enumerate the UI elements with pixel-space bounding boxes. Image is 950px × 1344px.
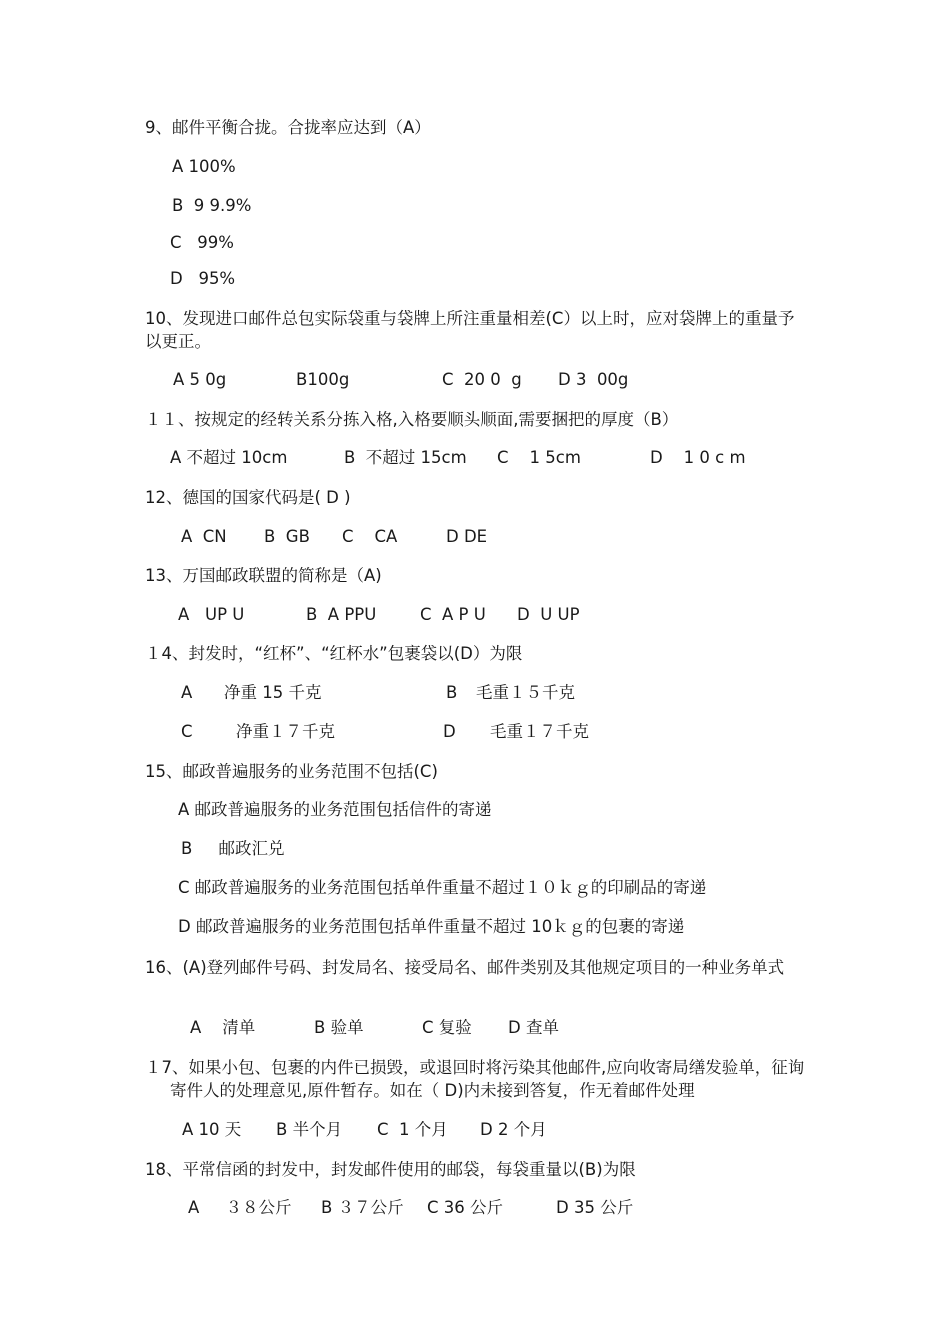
question-9-option-d: D 95% <box>170 269 236 288</box>
question-13-option-a: A UP U <box>178 605 245 624</box>
question-15-stem: 15、邮政普遍服务的业务范围不包括(C) <box>145 762 438 781</box>
question-12-stem: 12、德国的国家代码是( D ) <box>145 488 351 507</box>
question-14-option-a-text: 净重 15 千克 <box>224 683 322 702</box>
question-9-option-c: C 99% <box>170 233 234 252</box>
question-17-option-c: C 1 个月 <box>377 1120 448 1139</box>
question-12-option-d: D DE <box>446 527 488 546</box>
question-14-stem: １4、封发时，“红杯”、“红杯水”包裹袋以(D）为限 <box>145 644 523 663</box>
question-17-option-a: A 10 天 <box>182 1120 242 1139</box>
question-10-option-d: D 3 00g <box>558 370 629 389</box>
question-18-option-c: C 36 公斤 <box>427 1198 504 1217</box>
question-14-option-c-text: 净重１７千克 <box>236 722 335 741</box>
question-14-option-b-letter: B <box>446 683 458 702</box>
question-16-stem: 16、(A)登列邮件号码、封发局名、接受局名、邮件类别及其他规定项目的一种业务单式 <box>145 958 785 977</box>
question-17-option-d: D 2 个月 <box>480 1120 547 1139</box>
question-16-option-b: B 验单 <box>314 1018 364 1037</box>
question-10-stem: 10、发现进口邮件总包实际袋重与袋牌上所注重量相差(C）以上时，应对袋牌上的重量予以更正。 <box>145 309 795 351</box>
question-12-option-a: A CN <box>181 527 227 546</box>
question-14-option-b-text: 毛重１５千克 <box>476 683 575 702</box>
question-15-option-c: C 邮政普遍服务的业务范围包括单件重量不超过１０ｋｇ的印刷品的寄递 <box>178 878 707 897</box>
question-13-option-c: C A P U <box>420 605 486 624</box>
question-13-stem: 13、万国邮政联盟的简称是（A) <box>145 566 382 585</box>
question-9-stem: 9、邮件平衡合拢。合拢率应达到（A） <box>145 118 431 137</box>
question-15-option-a: A 邮政普遍服务的业务范围包括信件的寄递 <box>178 800 492 819</box>
question-11-option-b: B 不超过 15cm <box>344 448 467 467</box>
question-14-option-d-letter: D <box>443 722 456 741</box>
question-14-option-d-text: 毛重１７千克 <box>490 722 589 741</box>
question-11-option-a: A 不超过 10cm <box>170 448 288 467</box>
question-17-stem: １7、如果小包、包裹的内件已损毁，或退回时将污染其他邮件,应向收寄局缮发验单，征询寄件人的处理意见,原件暂存。如在（ D)内未接到答复，作无着邮件处理 <box>145 1058 805 1100</box>
question-18-option-b: B ３７公斤 <box>321 1198 404 1217</box>
question-18-stem: 18、平常信函的封发中，封发邮件使用的邮袋，每袋重量以(B)为限 <box>145 1160 636 1179</box>
question-11-option-d: D 1 0 c m <box>650 448 746 467</box>
question-15-option-b: B 邮政汇兑 <box>181 839 285 858</box>
question-12-option-b: B GB <box>264 527 310 546</box>
question-16-option-a: A 清单 <box>190 1018 256 1037</box>
question-10-option-c: C 20 0 g <box>442 370 522 389</box>
question-11-stem: １１、按规定的经转关系分拣入格,入格要顺头顺面,需要捆把的厚度（B） <box>145 410 679 429</box>
question-18-option-d: D 35 公斤 <box>556 1198 634 1217</box>
question-12-option-c: C CA <box>342 527 398 546</box>
question-17-option-b: B 半个月 <box>276 1120 343 1139</box>
question-13-option-d: D U UP <box>517 605 580 624</box>
question-14-option-c-letter: C <box>181 722 193 741</box>
question-10-option-b: B100g <box>296 370 350 389</box>
question-10-option-a: A 5 0g <box>173 370 227 389</box>
question-15-option-d: D 邮政普遍服务的业务范围包括单件重量不超过 10ｋｇ的包裹的寄递 <box>178 917 685 936</box>
question-9-option-a: A 100% <box>172 157 236 176</box>
question-13-option-b: B A PPU <box>306 605 377 624</box>
question-18-option-a: A ３８公斤 <box>188 1198 292 1217</box>
question-16-option-d: D 查单 <box>508 1018 559 1037</box>
question-9-option-b: B 9 9.9% <box>172 196 252 215</box>
question-16-option-c: C 复验 <box>422 1018 472 1037</box>
question-14-option-a-letter: A <box>181 683 193 702</box>
question-11-option-c: C 1 5cm <box>497 448 581 467</box>
